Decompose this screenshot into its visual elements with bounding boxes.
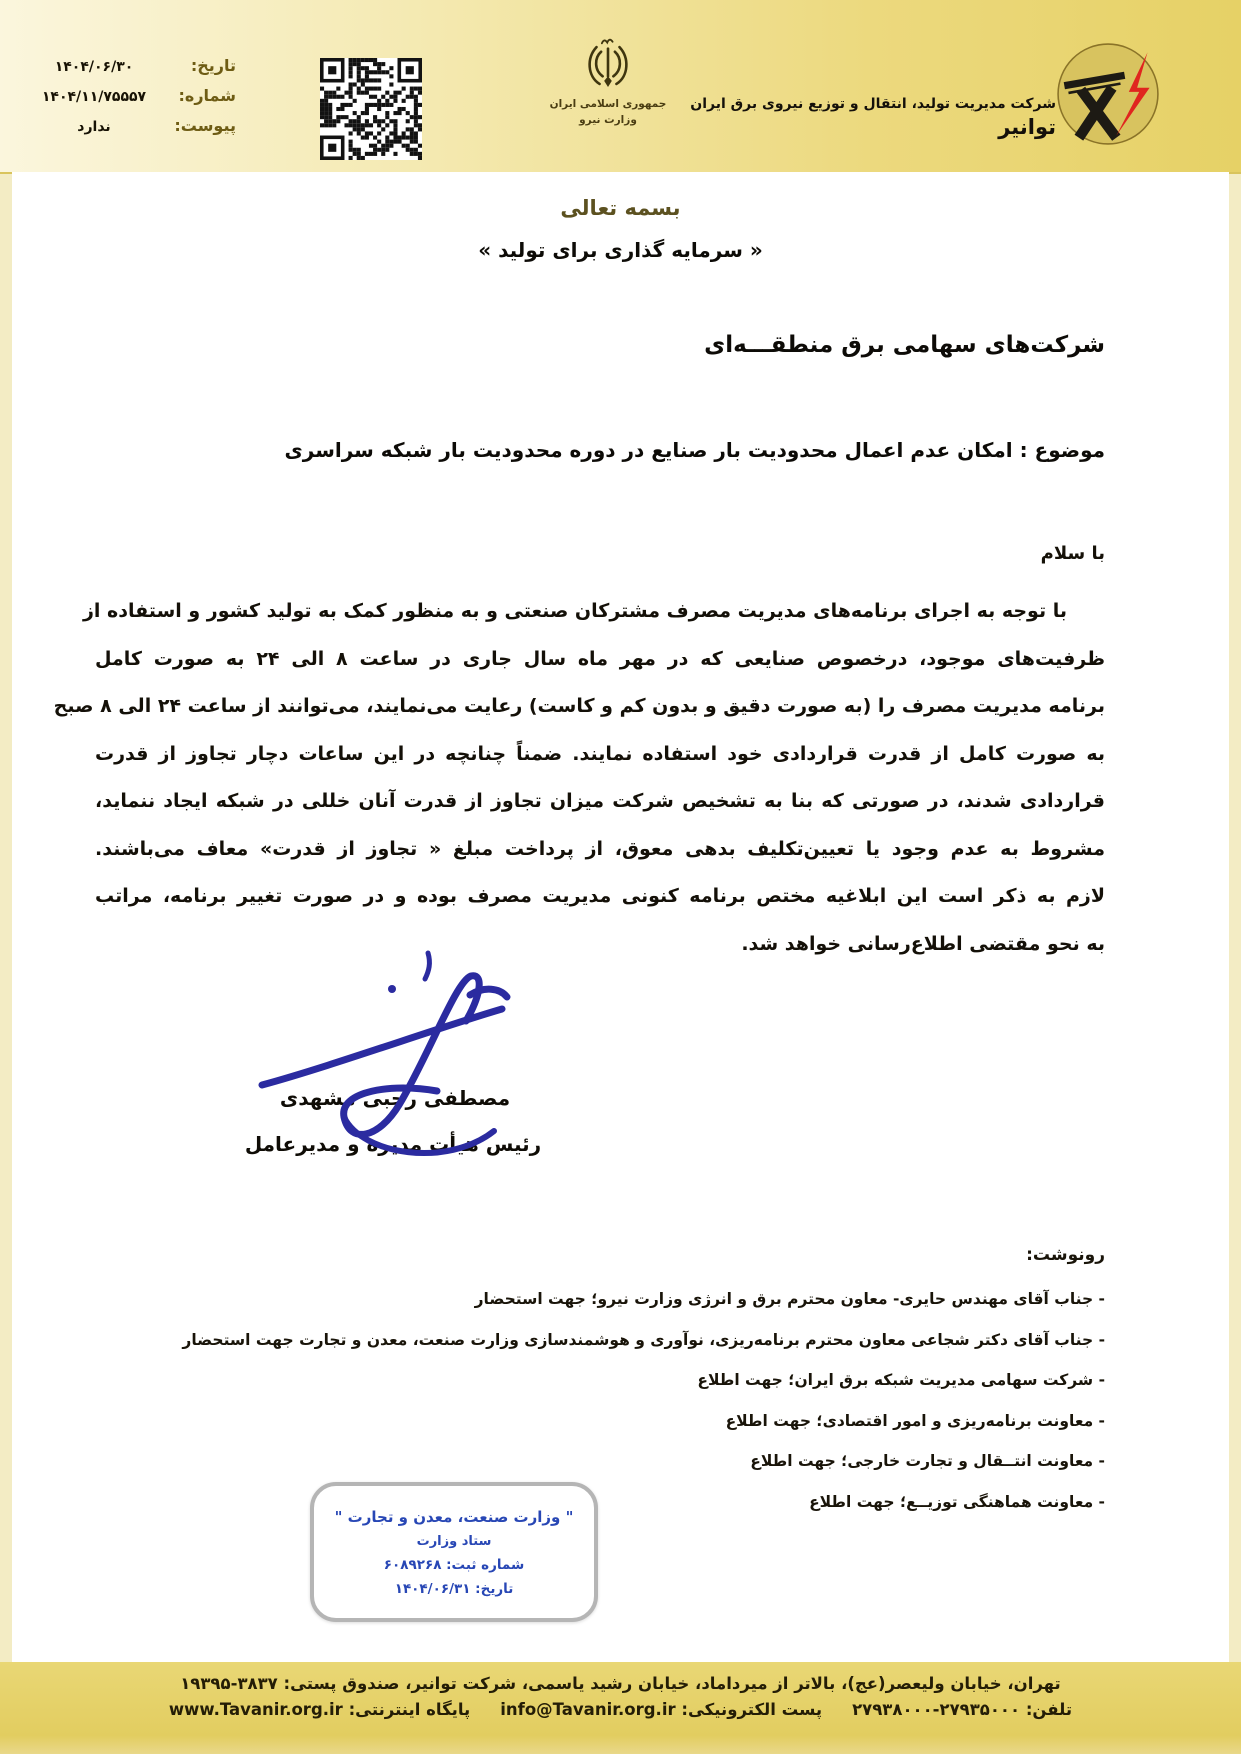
number-value: ۱۴۰۴/۱۱/۷۵۵۵۷ — [41, 89, 147, 105]
date-value: ۱۴۰۴/۰۶/۳۰ — [54, 59, 134, 75]
cc-list — [95, 1245, 1105, 1522]
body-line: مشروط به عدم وجود یا تعیین‌تکلیف بدهی معوق، از پرداخت مبلغ « تجاوز از قدرت» معاف می‌باشند. — [95, 837, 1105, 860]
cc-item: - جناب آقای مهندس حایری- معاون محترم برق و انرژی وزارت نیرو؛ جهت استحضار — [474, 1290, 1105, 1308]
cc-item: - معاونت برنامه‌ریزی و امور اقتصادی؛ جهت اطلاع — [725, 1411, 1105, 1430]
body-line: ظرفیت‌های موجود، درخصوص صنایعی که در مهر ماه سال جاری در ساعت ۸ الی ۲۴ به صورت کامل — [95, 647, 1105, 670]
org-short-name: توانیر — [998, 115, 1056, 139]
signer-title: رئیس هیأت مدیره و مدیرعامل — [244, 1132, 542, 1156]
letter-body — [53, 588, 1105, 968]
footer-contacts — [0, 1700, 1241, 1719]
addressee: شرکت‌های سهامی برق منطقـــه‌ای — [704, 332, 1105, 358]
body-line: با توجه به اجرای برنامه‌های مدیریت مصرف مشترکان صنعتی و به منظور کمک به تولید کشور و استفاده از — [82, 600, 1067, 622]
stamp-date: تاریخ: ۱۴۰۴/۰۶/۳۱ — [394, 1580, 514, 1597]
cc-item: - معاونت هماهنگی توزیــع؛ جهت اطلاع — [809, 1492, 1105, 1511]
subject-line: موضوع : امکان عدم اعمال محدودیت بار صنایع در دوره محدودیت بار شبکه سراسری — [284, 438, 1105, 462]
national-emblem-icon — [585, 36, 631, 92]
stamp-ministry-line: " وزارت صنعت، معدن و تجارت " — [334, 1507, 574, 1526]
footer-website-label: پایگاه اینترنتی: — [348, 1700, 471, 1719]
signature-scribble-icon — [232, 933, 527, 1183]
emblem-caption-1: جمهوری اسلامی ایران — [549, 98, 667, 110]
footer-phone — [852, 1700, 1072, 1719]
national-emblem-block — [528, 36, 688, 129]
body-line: به نحو مقتضی اطلاع‌رسانی خواهد شد. — [741, 932, 1105, 955]
meta-date-row — [16, 56, 236, 75]
letter-meta-fields — [16, 56, 236, 146]
salutation: با سلام — [1040, 543, 1105, 564]
body-line: برنامه مدیریت مصرف را (به صورت دقیق و بدون کم و کاست) رعایت می‌نمایند، می‌توانند از ساعت ۲۴ الی ۸ صبح — [53, 695, 1105, 717]
meta-number-row — [16, 86, 236, 105]
footer-address: تهران، خیابان ولیعصر(عج)، بالاتر از میرداماد، خیابان رشید یاسمی، شرکت توانیر، صندوق پستی: ۳۸۳۷-۱۹۳۹۵ — [180, 1674, 1061, 1693]
cc-item: - معاونت انتــقال و تجارت خارجی؛ جهت اطلاع — [750, 1452, 1105, 1470]
signer-name: مصطفی رجبی مشهدی — [279, 1086, 511, 1110]
attachment-value: ندارد — [77, 119, 111, 135]
registration-stamp-box — [310, 1482, 598, 1622]
stamp-reg-number: شماره ثبت: ۶۰۸۹۲۶۸ — [383, 1556, 525, 1573]
meta-attachment-row — [16, 116, 236, 135]
footer-website — [169, 1700, 470, 1719]
body-line: به صورت کامل از قدرت قراردادی خود استفاده نمایند. ضمناً چنانچه در این ساعات دچار تجاوز از قدرت — [95, 742, 1105, 765]
footer-band — [0, 1662, 1241, 1754]
body-line: لازم به ذکر است این ابلاغیه مختص برنامه کنونی مدیریت مصرف بوده و در صورت تغییر برنامه، مراتب — [95, 885, 1105, 907]
besmele-heading: بسمه تعالی — [560, 196, 681, 220]
footer-email-value: info@Tavanir.org.ir — [500, 1700, 676, 1719]
slogan-heading: « سرمایه گذاری برای تولید » — [478, 238, 763, 262]
cc-title: رونوشت: — [1026, 1245, 1105, 1265]
number-label: شماره: — [178, 86, 236, 105]
footer-website-value: www.Tavanir.org.ir — [168, 1700, 343, 1719]
attachment-label: پیوست: — [174, 116, 236, 135]
cc-item: - جناب آقای دکتر شجاعی معاون محترم برنامه‌ریزی، نوآوری و هوشمندسازی وزارت صنعت، معدن و تجارت جهت استحضار — [182, 1330, 1105, 1349]
qr-code — [320, 58, 422, 160]
footer-email-label: پست الکترونیکی: — [681, 1700, 823, 1719]
cc-item: - شرکت سهامی مدیریت شبکه برق ایران؛ جهت اطلاع — [697, 1371, 1105, 1389]
footer-email — [500, 1700, 822, 1719]
emblem-caption-2: وزارت نیرو — [579, 114, 637, 127]
footer-phone-label: تلفن: — [1025, 1700, 1073, 1719]
tavanir-logo-icon — [1056, 42, 1160, 150]
footer-phone-value: ۲۷۹۳۸۰۰۰-۲۷۹۳۵۰۰۰ — [852, 1700, 1021, 1719]
org-title-block — [690, 96, 1056, 139]
body-line: قراردادی شدند، در صورتی که بنا به تشخیص شرکت میزان تجاوز از قدرت آنان خللی در شبکه ایجاد ننماید، — [95, 790, 1105, 812]
stamp-hq-line: ستاد وزارت — [416, 1533, 492, 1549]
org-name: شرکت مدیریت تولید، انتقال و توزیع نیروی برق ایران — [690, 96, 1056, 112]
date-label: تاریخ: — [190, 56, 236, 75]
